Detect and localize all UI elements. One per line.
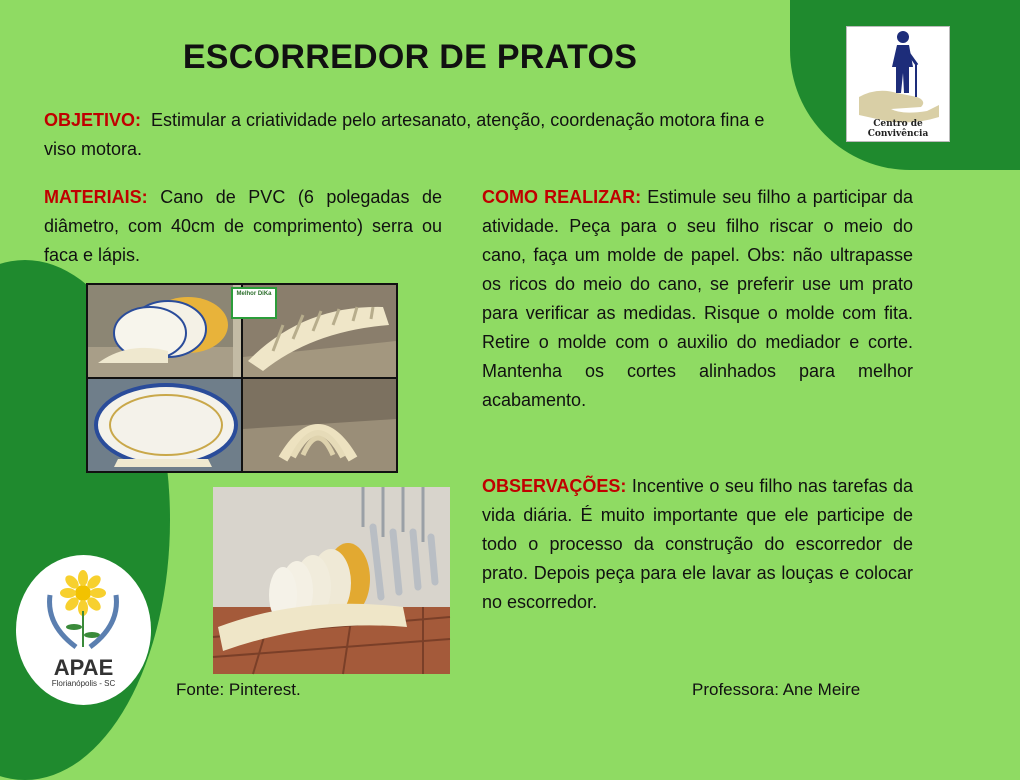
- observacoes-paragraph: [482, 472, 913, 617]
- materiais-text: Cano de PVC (6 polegadas de diâmetro, com 40cm de comprimento) serra ou faca e lápis.: [44, 187, 442, 265]
- photo-cut-pipe: [236, 285, 396, 377]
- centro-convivencia-caption: Centro de Convivência: [867, 119, 929, 139]
- objetivo-paragraph: [44, 106, 794, 164]
- como-realizar-text: Estimule seu filho a participar da atividade. Peça para o seu filho riscar o meio do cano, faça um molde de papel. Obs: não ultrapasse os ricos do meio do cano, se preferir use um prato para verificar as medidas. Risque o molde com fita. Retire o molde com o auxilio do mediador e corte. Mantenha os cortes alinhados para melhor acabamento.: [482, 187, 913, 410]
- como-realizar-paragraph: [482, 183, 913, 415]
- flower-hands-icon: [16, 555, 151, 655]
- como-realizar-label: COMO REALIZAR:: [482, 187, 642, 207]
- fonte-caption: Fonte: Pinterest.: [176, 680, 301, 699]
- apae-name: APAE: [53, 655, 114, 680]
- observacoes-text: Incentive o seu filho nas tarefas da vida diária. É muito importante que ele participe de todo o processo da construção do escorredor de prato. Depois peça para ele lavar as louças e colocar no escorredor.: [482, 476, 913, 612]
- melhor-dika-logo: Melhor DiKa: [231, 287, 277, 319]
- apae-location: Florianópolis - SC: [51, 679, 116, 688]
- slide-title: ESCORREDOR DE PRATOS: [182, 38, 638, 76]
- materiais-label: MATERIAIS:: [44, 187, 148, 207]
- photo-collage: [86, 283, 398, 473]
- professora-caption: Professora: Ane Meire: [692, 680, 861, 699]
- objetivo-label: OBJETIVO:: [44, 110, 142, 130]
- apae-logo: [16, 555, 151, 705]
- materiais-paragraph: [44, 183, 442, 270]
- observacoes-label: OBSERVAÇÕES:: [482, 476, 627, 496]
- photo-plate-on-rack: [88, 379, 241, 471]
- objetivo-text: Estimular a criatividade pelo artesanato, atenção, coordenação motora fina e viso motora.: [44, 110, 765, 159]
- centro-convivencia-logo: [846, 26, 950, 142]
- photo-rack-side-view: [243, 379, 396, 471]
- photo-rack-with-plates: [88, 285, 241, 377]
- photo-rack-in-use: [213, 487, 450, 674]
